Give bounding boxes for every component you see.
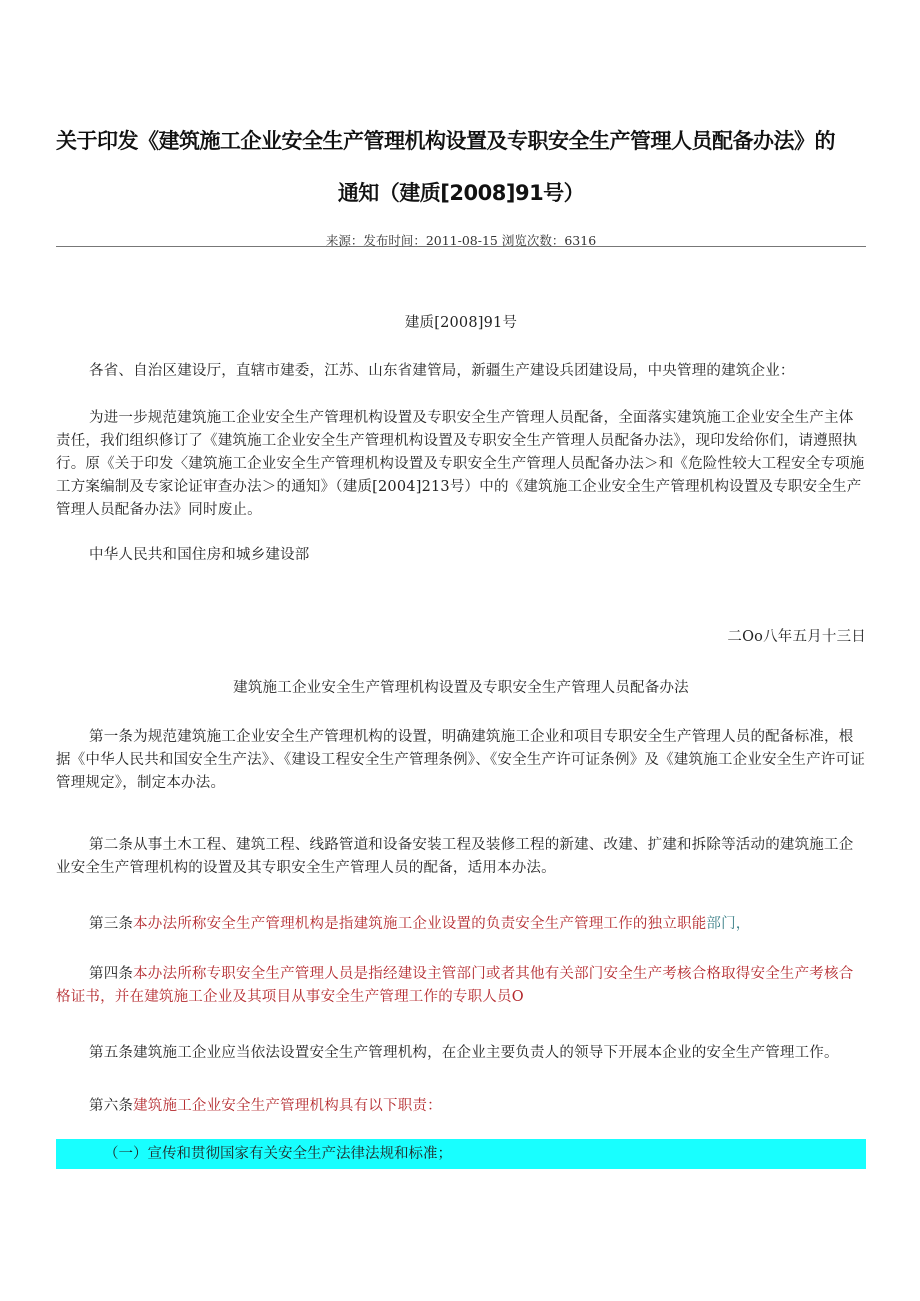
header-divider (56, 246, 866, 247)
notice-body: 为进一步规范建筑施工企业安全生产管理机构设置及专职安全生产管理人员配备，全面落实建筑施工企业安全生产主体责任，我们组织修订了《建筑施工企业安全生产管理机构设置及专职安全生产管理人员配备办法》，现印发给你们，请遵照执行。原《关于印发〈建筑施工企业安全生产管理机构设置及专职安全生产管理人员配备办法＞和《危险性较大工程安全专项施工方案编制及专家论证审查办法＞的通知》（建质[2004]213号）中的《建筑施工企业安全生产管理机构设置及专职安全生产管理人员配备办法》同时废止。 (56, 410, 865, 518)
article-3-tail: 部门， (706, 916, 751, 932)
issuer: 中华人民共和国住房和城乡建设部 (89, 547, 310, 563)
publish-meta: 来源：发布时间：2011-08-15 浏览次数：6316 (325, 233, 597, 248)
duty-item-1-highlighted: （一）宣传和贯彻国家有关安全生产法律法规和标准； (56, 1139, 866, 1169)
article-3 (56, 913, 866, 936)
article-1: 第一条为规范建筑施工企业安全生产管理机构的设置，明确建筑施工企业和项目专职安全生产管理人员的配备标准，根据《中华人民共和国安全生产法》、《建设工程安全生产管理条例》、《安全生产许可证条例》及《建筑施工企业安全生产许可证管理规定》，制定本办法。 (56, 729, 865, 791)
article-6 (56, 1095, 866, 1118)
addressee: 各省、自治区建设厅，直辖市建委，江苏、山东省建管局，新疆生产建设兵团建设局，中央管理的建筑企业： (89, 363, 795, 379)
article-5: 第五条建筑施工企业应当依法设置安全生产管理机构，在企业主要负责人的领导下开展本企业的安全生产管理工作。 (89, 1045, 839, 1061)
article-3-prefix: 第三条 (89, 916, 134, 932)
article-6-text: 建筑施工企业安全生产管理机构具有以下职责： (133, 1098, 442, 1114)
notice-title-line-2: 通知（建质[2008]91号） (337, 181, 585, 205)
attachment-title: 建筑施工企业安全生产管理机构设置及专职安全生产管理人员配备办法 (233, 680, 689, 696)
article-4-text: 本办法所称专职安全生产管理人员是指经建设主管部门或者其他有关部门安全生产考核合格取得安全生产考核合格证书，并在建筑施工企业及其项目从事安全生产管理工作的专职人员O (56, 966, 854, 1005)
article-4-prefix: 第四条 (89, 966, 134, 982)
issue-date: 二Oo八年五月十三日 (727, 629, 866, 645)
document-number: 建质[2008]91号 (404, 315, 518, 331)
article-3-text: 本办法所称安全生产管理机构是指建筑施工企业设置的负责安全生产管理工作的独立职能 (133, 916, 707, 932)
article-6-prefix: 第六条 (89, 1098, 134, 1114)
notice-title-line-1: 关于印发《建筑施工企业安全生产管理机构设置及专职安全生产管理人员配备办法》的 (56, 129, 835, 153)
article-4 (56, 963, 866, 1009)
article-2: 第二条从事土木工程、建筑工程、线路管道和设备安装工程及装修工程的新建、改建、扩建和拆除等活动的建筑施工企业安全生产管理机构的设置及其专职安全生产管理人员的配备，适用本办法。 (56, 837, 854, 876)
